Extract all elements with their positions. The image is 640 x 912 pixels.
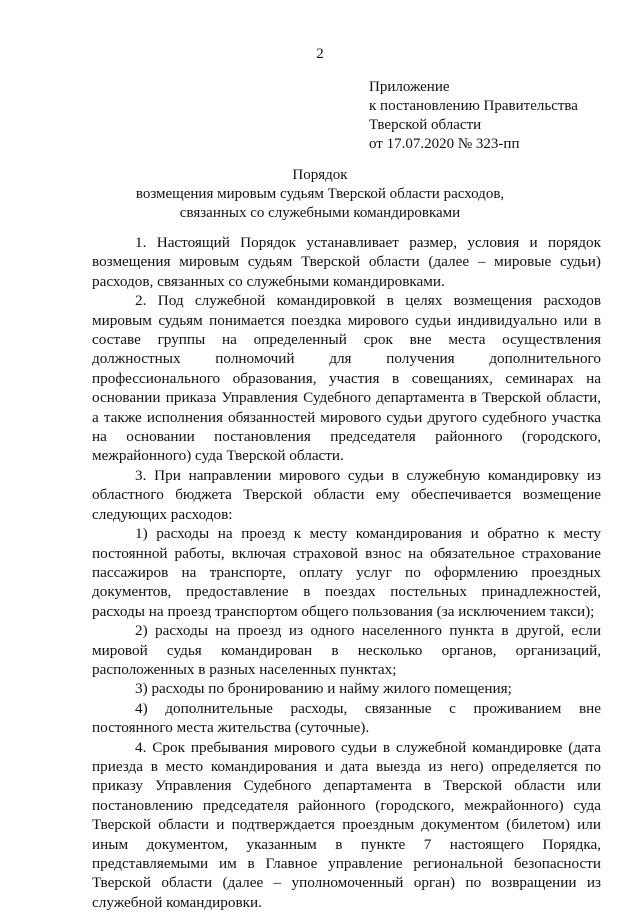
list-item: 2) расходы на проезд из одного населенного пункта в другой, если мировой судья командирован в несколько органов, организаций, расположенных в разных населенных пунктах; [92, 622, 601, 678]
document-title [0, 166, 640, 223]
title-line: возмещения мировым судьям Тверской области расходов, [135, 186, 505, 202]
appendix-line: Тверской области [369, 117, 482, 133]
appendix-line: Приложение [369, 79, 450, 95]
list-item: 3) расходы по бронированию и найму жилого помещения; [135, 680, 512, 698]
paragraph: 1. Настоящий Порядок устанавливает размер, условия и порядок возмещения мировым судьям Тверской области (далее – мировые судьи) расходов, связанных со служебными командировками. [92, 234, 601, 290]
list-item: 4) дополнительные расходы, связанные с проживанием вне постоянного места жительства (суточные). [92, 699, 601, 737]
appendix-header [369, 78, 629, 154]
page-number: 2 [316, 46, 324, 62]
list-item: 1) расходы на проезд к месту командирования и обратно к месту постоянной работы, включая страховой взнос на обязательное страхование пассажиров на транспорте, оплату услуг по оформлению проездных документов, предоставление в поездах постельных принадлежностей, расходы на проезд транспортом общего пользования (за исключением такси); [92, 525, 601, 620]
title-line: связанных со служебными командировками [179, 205, 461, 221]
document-body [92, 233, 601, 912]
paragraph: 2. Под служебной командировкой в целях возмещения расходов мировым судьям понимается поездка мирового судьи индивидуально или в составе группы на определенный срок вне места осуществления должностных полномочий для получения дополнительного профессионального образования, участия в совещаниях, семинарах на основании приказа Управления Судебного департамента в Тверской области, а также исполнения обязанностей мирового судьи другого судебного участка на основании постановления председателя районного (городского, межрайонного) суда Тверской области. [92, 292, 601, 465]
paragraph: 4. Срок пребывания мирового судьи в служебной командировке (дата приезда в место командирования и дата выезда из него) определяется по приказу Управления Судебного департамента в Тверской области или постановлению председателя районного (городского, межрайонного) суда Тверской области и подтверждается проездным документом (билетом) или иным документом, указанным в пункте 7 настоящего Порядка, представляемыми им в Главное управление региональной безопасности Тверской области (далее – уполномоченный орган) по возвращении из служебной командировки. [92, 738, 601, 911]
paragraph: 3. При направлении мирового судьи в служебную командировку из областного бюджета Тверской области ему обеспечивается возмещение следующих расходов: [92, 466, 601, 523]
title-line: Порядок [292, 167, 348, 183]
appendix-line: к постановлению Правительства [369, 98, 578, 114]
appendix-date-number: от 17.07.2020 № 323-пп [369, 136, 520, 152]
